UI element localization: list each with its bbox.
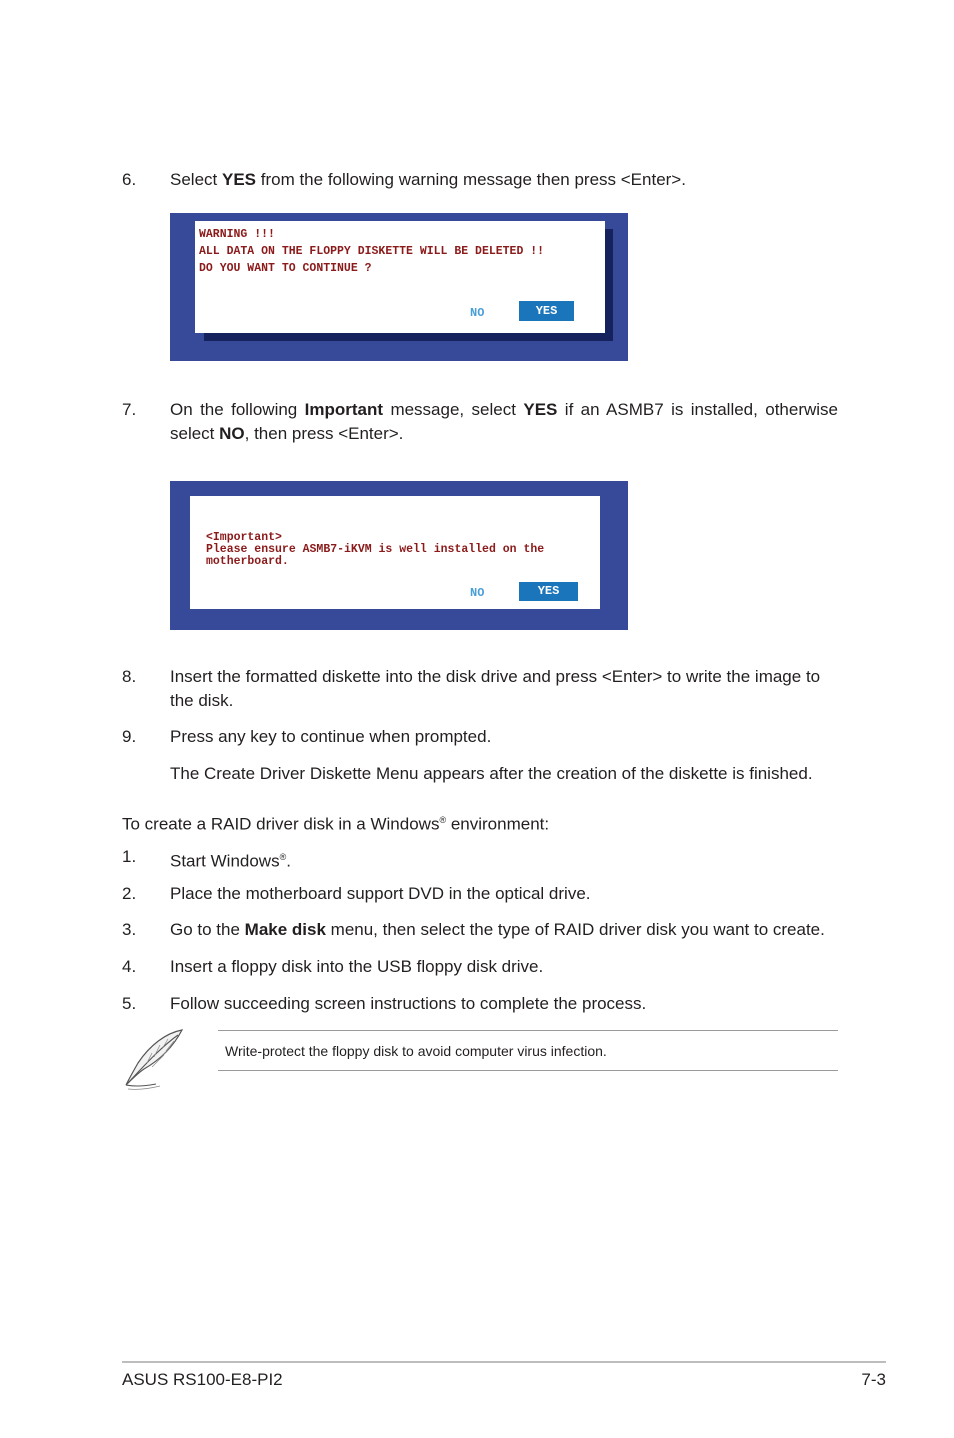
yes-button[interactable]: YES: [519, 582, 578, 601]
warning-title: WARNING !!!: [199, 228, 275, 241]
important-title: <Important>: [206, 531, 282, 544]
note-top-rule: [218, 1030, 838, 1031]
step-number: 8.: [122, 667, 137, 686]
step-text: Press any key to continue when prompted.: [170, 727, 492, 746]
step-number: 7.: [122, 400, 137, 419]
footer-rule: [122, 1361, 886, 1363]
step-text: Insert the formatted diskette into the disk drive and press <Enter> to write the image to the disk.: [170, 667, 821, 710]
step-number: 9.: [122, 727, 137, 746]
step-text: Start Windows®.: [170, 851, 291, 871]
warning-dialog-screenshot: [170, 213, 628, 361]
followup-text: The Create Driver Diskette Menu appears after the creation of the diskette is finished.: [170, 764, 813, 783]
step-text: On the following Important message, select YES if an ASMB7 is installed, otherwise select NO, then press <Enter>.: [170, 400, 839, 443]
step-number: 4.: [122, 957, 137, 976]
step-number: 2.: [122, 884, 137, 903]
step-number: 1.: [122, 847, 137, 866]
warning-question: DO YOU WANT TO CONTINUE ?: [199, 262, 372, 275]
yes-button[interactable]: YES: [519, 301, 574, 321]
important-message: Please ensure ASMB7-iKVM is well installed on the: [206, 543, 545, 556]
no-button[interactable]: NO: [470, 306, 485, 320]
step-number: 3.: [122, 920, 137, 939]
warning-dialog: [195, 221, 605, 333]
feather-pen-icon: [122, 1027, 186, 1091]
step-text: Go to the Make disk menu, then select the type of RAID driver disk you want to create.: [170, 920, 825, 939]
note-text: Write-protect the floppy disk to avoid computer virus infection.: [225, 1043, 607, 1059]
important-message-cont: motherboard.: [206, 555, 289, 568]
step-text: Select YES from the following warning message then press <Enter>.: [170, 170, 686, 189]
footer-title: ASUS RS100-E8-PI2: [122, 1370, 283, 1389]
step-text: Insert a floppy disk into the USB floppy disk drive.: [170, 957, 544, 976]
important-dialog: [190, 496, 600, 609]
note-bottom-rule: [218, 1070, 838, 1071]
page-number: 7-3: [861, 1370, 886, 1389]
no-button[interactable]: NO: [470, 586, 485, 600]
intro-text: To create a RAID driver disk in a Windows® environment:: [122, 814, 550, 834]
step-text: Follow succeeding screen instructions to complete the process.: [170, 994, 647, 1013]
step-number: 6.: [122, 170, 137, 189]
important-dialog-screenshot: [170, 481, 628, 630]
step-text: Place the motherboard support DVD in the optical drive.: [170, 884, 591, 903]
step-number: 5.: [122, 994, 137, 1013]
warning-message: ALL DATA ON THE FLOPPY DISKETTE WILL BE DELETED !!: [199, 245, 545, 258]
